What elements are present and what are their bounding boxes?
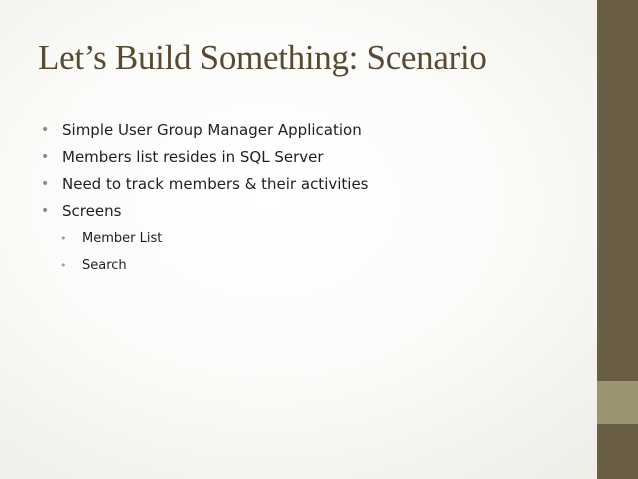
bullet-icon: • bbox=[41, 122, 50, 138]
side-decoration-bar bbox=[597, 0, 638, 479]
bullet-icon: • bbox=[41, 203, 50, 219]
bullet-text: Screens bbox=[62, 202, 122, 220]
sub-bullet-icon: • bbox=[60, 232, 67, 245]
bullet-text: Members list resides in SQL Server bbox=[62, 148, 324, 166]
sub-bullet-text: Search bbox=[82, 258, 127, 273]
bullet-text: Need to track members & their activities bbox=[62, 175, 369, 193]
slide-title: Let’s Build Something: Scenario bbox=[38, 38, 487, 77]
bullet-item bbox=[38, 171, 369, 198]
bullet-text: Simple User Group Manager Application bbox=[62, 121, 362, 139]
bullet-icon: • bbox=[41, 149, 50, 165]
side-bar-accent-block bbox=[597, 381, 638, 424]
bullet-item bbox=[38, 117, 369, 144]
bullet-item bbox=[38, 198, 369, 225]
sub-bullet-text: Member List bbox=[82, 231, 163, 246]
bullet-item bbox=[38, 144, 369, 171]
bullet-icon: • bbox=[41, 176, 50, 192]
sub-bullet-icon: • bbox=[60, 259, 67, 272]
sub-bullet-item bbox=[38, 225, 369, 252]
bullet-list bbox=[38, 117, 369, 279]
sub-bullet-item bbox=[38, 252, 369, 279]
